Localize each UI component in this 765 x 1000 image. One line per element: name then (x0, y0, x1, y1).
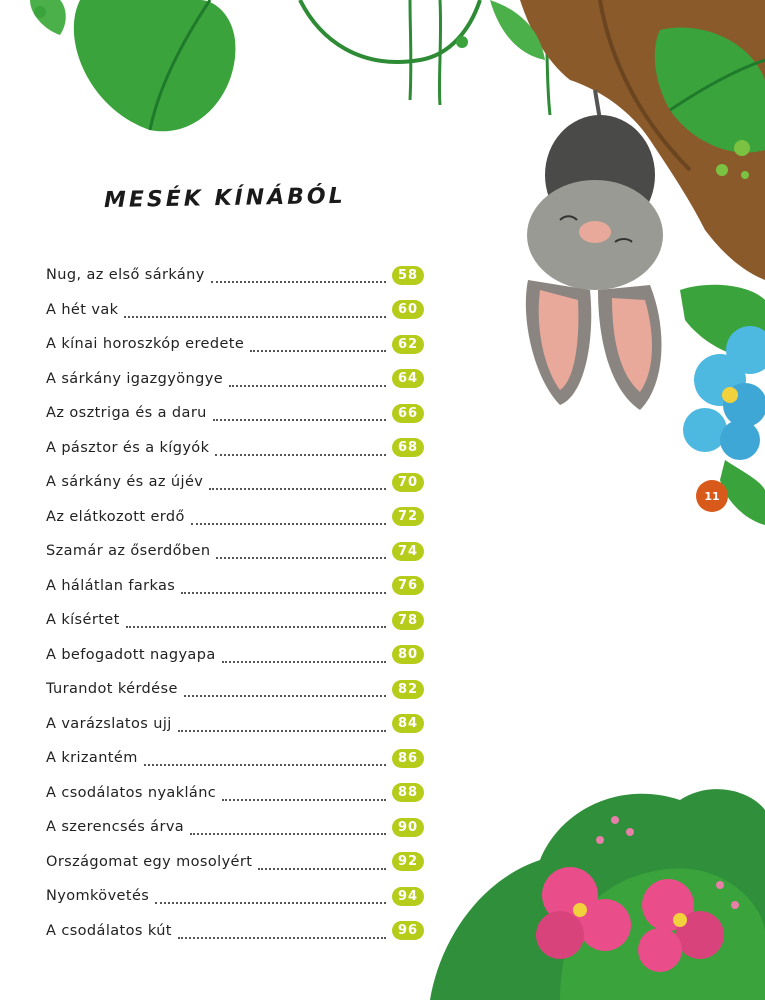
toc-entry[interactable] (46, 362, 424, 397)
dot-leader (209, 476, 386, 490)
leaf-top-right (655, 27, 765, 152)
blue-flower (683, 326, 765, 460)
toc-title: A befogadott nagyapa (46, 646, 216, 663)
toc-title: A csodálatos nyaklánc (46, 784, 217, 801)
dot-leader (213, 407, 386, 421)
toc-title: Nyomkövetés (46, 888, 150, 905)
page-number-badge: 11 (696, 480, 728, 512)
toc-entry[interactable] (46, 327, 424, 362)
toc-title: Az osztriga és a daru (46, 405, 207, 422)
page-badge: 82 (392, 680, 424, 699)
tree-trunk (520, 0, 765, 280)
toc-title: A csodálatos kút (46, 922, 172, 939)
toc-entry[interactable] (46, 845, 424, 880)
page-badge: 66 (392, 404, 424, 423)
dot-leader (258, 856, 386, 870)
page-badge: 72 (392, 507, 424, 526)
toc-title: Nug, az első sárkány (46, 267, 205, 284)
page-badge: 92 (392, 852, 424, 871)
toc-title: A krizantém (46, 750, 138, 767)
page-badge: 96 (392, 921, 424, 940)
leaf-top-left-2 (30, 0, 66, 35)
bat-illustration (526, 90, 663, 410)
toc-entry[interactable] (46, 638, 424, 673)
leaf-top-left (74, 0, 236, 131)
dot-leader (144, 752, 386, 766)
dot-leader (211, 269, 386, 283)
page-badge: 68 (392, 438, 424, 457)
toc-title: Országomat egy mosolyért (46, 853, 253, 870)
page-badge: 62 (392, 335, 424, 354)
dot-leader (190, 821, 386, 835)
bush-illustration (430, 789, 765, 1000)
page-badge: 60 (392, 300, 424, 319)
toc-entry[interactable] (46, 534, 424, 569)
dot-leader (181, 580, 386, 594)
page-badge: 84 (392, 714, 424, 733)
page-badge: 80 (392, 645, 424, 664)
page-badge: 86 (392, 749, 424, 768)
toc-title: A kísértet (46, 612, 120, 629)
toc-entry[interactable] (46, 500, 424, 535)
toc-title: Szamár az őserdőben (46, 543, 211, 560)
page-badge: 88 (392, 783, 424, 802)
vine (300, 0, 480, 62)
dot-leader (191, 511, 386, 525)
page-badge: 76 (392, 576, 424, 595)
toc-title: A sárkány igazgyöngye (46, 370, 224, 387)
toc-entry[interactable] (46, 672, 424, 707)
dot-leader (124, 304, 386, 318)
dot-leader (184, 683, 386, 697)
toc-entry[interactable] (46, 431, 424, 466)
toc-title: A kínai horoszkóp eredete (46, 336, 245, 353)
toc-entry[interactable] (46, 465, 424, 500)
toc-entry[interactable] (46, 569, 424, 604)
toc-entry[interactable] (46, 396, 424, 431)
page-badge: 64 (392, 369, 424, 388)
dot-leader (178, 925, 386, 939)
toc-entry[interactable] (46, 707, 424, 742)
toc-entry[interactable] (46, 741, 424, 776)
toc-entry[interactable] (46, 603, 424, 638)
page-badge: 94 (392, 887, 424, 906)
dot-leader (250, 338, 386, 352)
dot-leader (155, 890, 386, 904)
toc-entry[interactable] (46, 293, 424, 328)
toc-title: A hálátlan farkas (46, 577, 176, 594)
dot-leader (126, 614, 386, 628)
table-of-contents (46, 258, 424, 948)
toc-title: A pásztor és a kígyók (46, 439, 210, 456)
dot-leader (178, 718, 386, 732)
toc-entry[interactable] (46, 776, 424, 811)
dot-leader (222, 649, 386, 663)
dot-leader (222, 787, 386, 801)
page-badge: 58 (392, 266, 424, 285)
toc-title: A sárkány és az újév (46, 474, 204, 491)
pink-flower (536, 867, 724, 972)
toc-entry[interactable] (46, 810, 424, 845)
toc-entry[interactable] (46, 879, 424, 914)
dot-leader (216, 545, 386, 559)
toc-title: A hét vak (46, 301, 119, 318)
toc-title: A szerencsés árva (46, 819, 185, 836)
toc-title: A varázslatos ujj (46, 715, 172, 732)
toc-entry[interactable] (46, 258, 424, 293)
page-badge: 74 (392, 542, 424, 561)
toc-title: Turandot kérdése (46, 681, 178, 698)
dot-leader (215, 442, 386, 456)
toc-entry[interactable] (46, 914, 424, 949)
page-badge: 70 (392, 473, 424, 492)
toc-title: Az elátkozott erdő (46, 508, 185, 525)
page-badge: 90 (392, 818, 424, 837)
page-badge: 78 (392, 611, 424, 630)
section-title: MESÉK KÍNÁBÓL (103, 183, 346, 214)
dot-leader (229, 373, 386, 387)
